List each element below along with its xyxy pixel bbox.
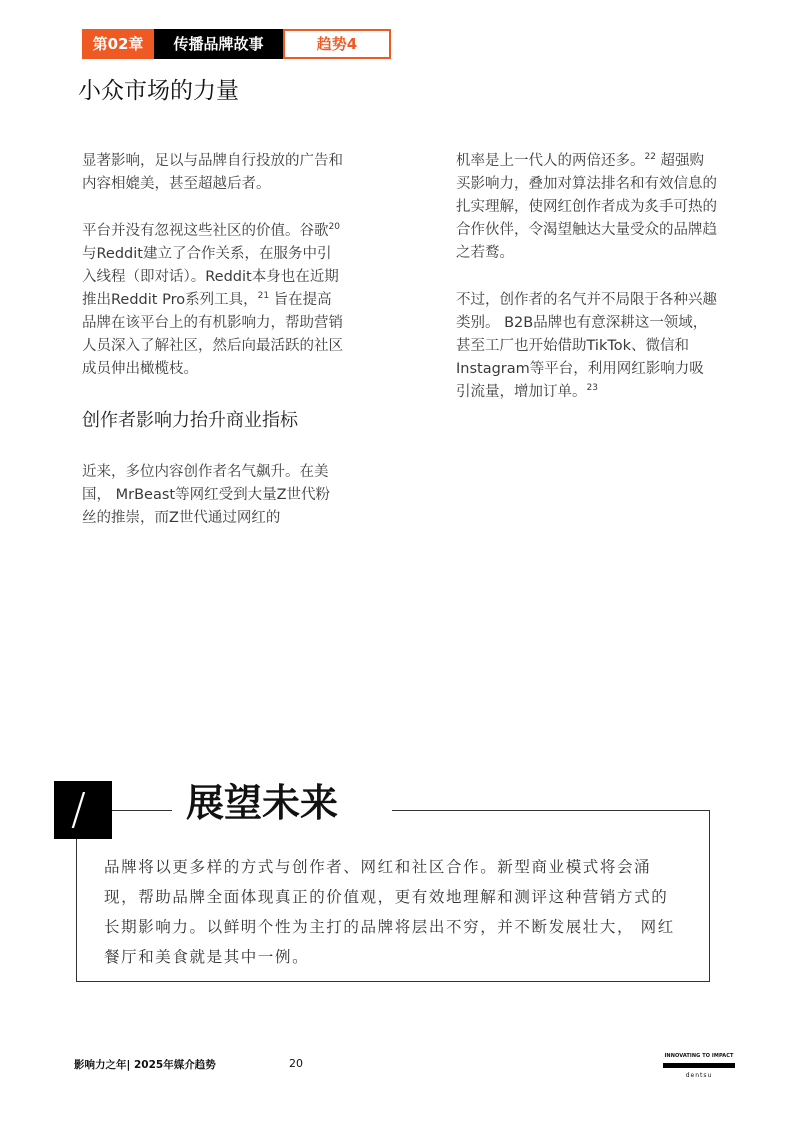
brand-tagline: INNOVATING TO IMPACT: [664, 1053, 734, 1059]
left-column: [82, 150, 344, 530]
outlook-title: 展望未来: [186, 781, 339, 825]
footnote-ref-23: 23: [586, 383, 598, 394]
page-number: 20: [289, 1057, 303, 1070]
footnote-ref-20: 20: [328, 222, 340, 233]
trend-label: 趋势4: [283, 29, 391, 59]
slash-glyph: /: [71, 784, 86, 835]
dentsu-logo: [663, 1053, 735, 1079]
brand-name: dentsu: [685, 1072, 713, 1079]
section-label: 传播品牌故事: [154, 29, 283, 59]
left-paragraph-1: 显著影响，足以与品牌自行投放的广告和内容相媲美，甚至超越后者。: [82, 153, 343, 192]
brand-bar: [663, 1063, 735, 1068]
right-column: [456, 150, 718, 404]
footer-report-title: 影响力之年| 2025年媒介趋势: [74, 1059, 216, 1071]
footnote-ref-22: 22: [644, 152, 656, 163]
slash-block: [54, 781, 112, 839]
chapter-label: 第02章: [82, 29, 154, 59]
outlook-divider-left: [112, 810, 172, 811]
left-paragraph-2: 平台并没有忽视这些社区的价值。谷歌$^{20}$ 与Reddit建立了合作关系，在服务中引入线程（即对话）。Reddit本身也在近期推出Reddit Pro系列工具，$^{21}$ 旨在提高品牌在该平台上的有机影响力，帮助营销人员深入了解社区，然后向最活跃的社区成员伸出橄榄枝。: [82, 222, 343, 377]
page-title: 小众市场的力量: [78, 78, 239, 104]
left-paragraph-3: 近来，多位内容创作者名气飙升。在美国， MrBeast等网红受到大量Z世代粉丝的推崇，而Z世代通过网红的: [82, 464, 331, 526]
right-paragraph-1: 机率是上一代人的两倍还多。$^{22}$ 超强购买影响力，叠加对算法排名和有效信息的扎实理解，使网红创作者成为炙手可热的合作伙伴，令渴望触达大量受众的品牌趋之若鹜。: [456, 152, 717, 261]
subheading-creator-influence: 创作者影响力抬升商业指标: [82, 410, 298, 431]
chapter-tabs: [82, 29, 391, 59]
outlook-divider-right: [392, 810, 710, 811]
right-paragraph-2: 不过，创作者的名气并不局限于各种兴趣类别。 B2B品牌也有意深耕这一领域，甚至工厂也开始借助TikTok、微信和Instagram等平台，利用网红影响力吸引流量，增加订单。$^{23}$: [456, 292, 717, 400]
outlook-text: 品牌将以更多样的方式与创作者、网红和社区合作。新型商业模式将会涌现，帮助品牌全面体现真正的价值观，更有效地理解和测评这种营销方式的长期影响力。以鲜明个性为主打的品牌将层出不穷，并不断发展壮大， 网红餐厅和美食就是其中一例。: [104, 858, 675, 966]
footnote-ref-21: 21: [257, 291, 270, 302]
